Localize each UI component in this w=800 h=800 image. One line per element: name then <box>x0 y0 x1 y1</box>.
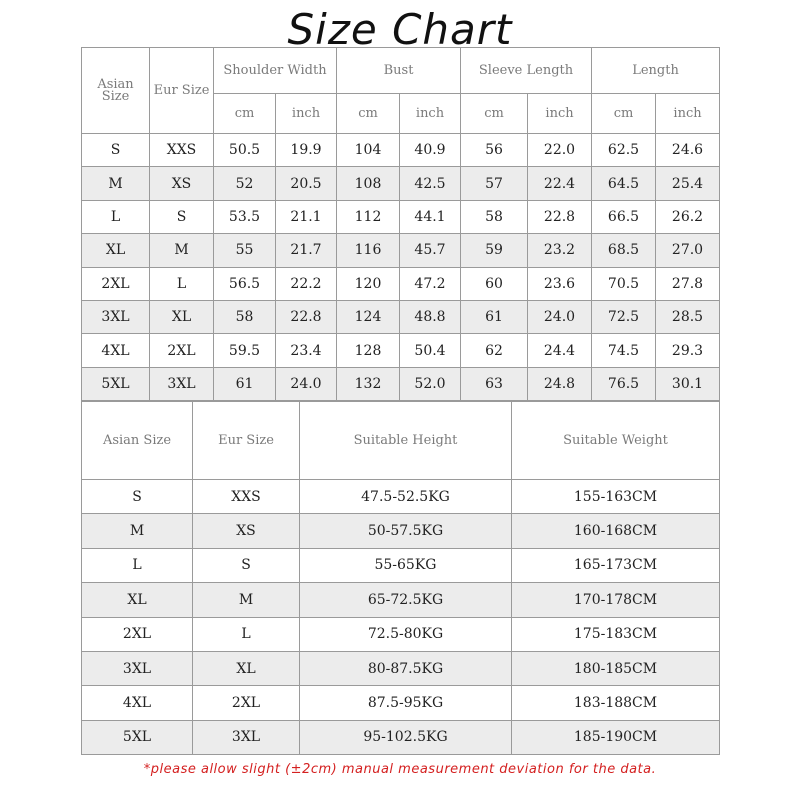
unit-header: cm <box>214 94 276 134</box>
unit-header: cm <box>337 94 400 134</box>
table-cell: 74.5 <box>592 334 656 367</box>
table-cell: 170-178CM <box>512 583 720 617</box>
table-cell: 112 <box>337 200 400 233</box>
table-row <box>82 686 720 720</box>
table-cell: 24.4 <box>528 334 592 367</box>
table-cell: 120 <box>337 267 400 300</box>
table-cell: 2XL <box>193 686 300 720</box>
table-cell: XS <box>150 167 214 200</box>
table-cell: 24.8 <box>528 367 592 400</box>
header-suitable-height: Suitable Height <box>300 402 512 480</box>
table-cell: 20.5 <box>276 167 337 200</box>
header-eur-size: Eur Size <box>150 48 214 134</box>
table-cell: 2XL <box>82 617 193 651</box>
measurement-table <box>81 47 720 401</box>
table-cell: 63 <box>461 367 528 400</box>
table-cell: 175-183CM <box>512 617 720 651</box>
table-cell: 95-102.5KG <box>300 720 512 754</box>
measurement-note: *please allow slight (±2cm) manual measurement deviation for the data. <box>143 762 657 777</box>
table-cell: M <box>150 234 214 267</box>
header-asian-size: Asian Size <box>82 48 150 134</box>
table-cell: 19.9 <box>276 134 337 167</box>
table-cell: 68.5 <box>592 234 656 267</box>
table-cell: M <box>82 514 193 548</box>
table-cell: 132 <box>337 367 400 400</box>
table-cell: 124 <box>337 300 400 333</box>
table-cell: 23.6 <box>528 267 592 300</box>
table-cell: 24.0 <box>276 367 337 400</box>
table-row <box>82 200 720 233</box>
table-cell: L <box>193 617 300 651</box>
table-cell: 128 <box>337 334 400 367</box>
table-cell: XL <box>82 583 193 617</box>
table-cell: M <box>82 167 150 200</box>
table-cell: 22.4 <box>528 167 592 200</box>
table-cell: 61 <box>214 367 276 400</box>
table-row <box>82 334 720 367</box>
table-cell: 23.2 <box>528 234 592 267</box>
table-cell: XL <box>82 234 150 267</box>
table-cell: 116 <box>337 234 400 267</box>
table-row <box>82 480 720 514</box>
table-cell: S <box>82 134 150 167</box>
table-cell: 28.5 <box>656 300 720 333</box>
table-cell: 21.7 <box>276 234 337 267</box>
table-cell: 50-57.5KG <box>300 514 512 548</box>
table-cell: 57 <box>461 167 528 200</box>
table-cell: XXS <box>150 134 214 167</box>
table-cell: 25.4 <box>656 167 720 200</box>
table-cell: 3XL <box>82 300 150 333</box>
table-cell: 50.4 <box>400 334 461 367</box>
table-cell: 70.5 <box>592 267 656 300</box>
table-cell: 55 <box>214 234 276 267</box>
table-row <box>82 267 720 300</box>
table-cell: 47.2 <box>400 267 461 300</box>
table-cell: 26.2 <box>656 200 720 233</box>
table-cell: 185-190CM <box>512 720 720 754</box>
fit-table <box>81 401 720 755</box>
table-cell: 76.5 <box>592 367 656 400</box>
table-cell: 155-163CM <box>512 480 720 514</box>
table-row <box>82 514 720 548</box>
table-cell: 29.3 <box>656 334 720 367</box>
unit-header: cm <box>461 94 528 134</box>
table-cell: 47.5-52.5KG <box>300 480 512 514</box>
table-cell: L <box>82 200 150 233</box>
unit-header: inch <box>400 94 461 134</box>
table-cell: 5XL <box>82 720 193 754</box>
header-shoulder-width: Shoulder Width <box>214 48 337 94</box>
table-cell: 23.4 <box>276 334 337 367</box>
table-cell: 58 <box>214 300 276 333</box>
table-cell: 80-87.5KG <box>300 651 512 685</box>
table-cell: 58 <box>461 200 528 233</box>
table-cell: 72.5-80KG <box>300 617 512 651</box>
table-cell: 27.8 <box>656 267 720 300</box>
table-cell: 27.0 <box>656 234 720 267</box>
table-cell: 52.0 <box>400 367 461 400</box>
table-cell: 52 <box>214 167 276 200</box>
table-cell: 65-72.5KG <box>300 583 512 617</box>
table-cell: 21.1 <box>276 200 337 233</box>
table-cell: 165-173CM <box>512 548 720 582</box>
table-cell: 61 <box>461 300 528 333</box>
table-row <box>82 617 720 651</box>
table-cell: 45.7 <box>400 234 461 267</box>
table-cell: 56.5 <box>214 267 276 300</box>
table-cell: 108 <box>337 167 400 200</box>
table-row <box>82 651 720 685</box>
table-cell: 66.5 <box>592 200 656 233</box>
table-cell: 4XL <box>82 686 193 720</box>
table-row <box>82 134 720 167</box>
table-cell: 50.5 <box>214 134 276 167</box>
table-cell: 72.5 <box>592 300 656 333</box>
table-cell: 104 <box>337 134 400 167</box>
table-cell: M <box>193 583 300 617</box>
table-cell: 87.5-95KG <box>300 686 512 720</box>
table-cell: 56 <box>461 134 528 167</box>
header-suitable-weight: Suitable Weight <box>512 402 720 480</box>
unit-header: inch <box>528 94 592 134</box>
table-cell: 180-185CM <box>512 651 720 685</box>
table-cell: 55-65KG <box>300 548 512 582</box>
table-cell: 24.0 <box>528 300 592 333</box>
table-cell: 44.1 <box>400 200 461 233</box>
table-cell: 22.8 <box>528 200 592 233</box>
table-row <box>82 720 720 754</box>
table-row <box>82 300 720 333</box>
header-bust: Bust <box>337 48 461 94</box>
unit-header: inch <box>656 94 720 134</box>
table-cell: XXS <box>193 480 300 514</box>
header-length: Length <box>592 48 720 94</box>
table-cell: 3XL <box>193 720 300 754</box>
table-cell: 2XL <box>150 334 214 367</box>
table-cell: 22.8 <box>276 300 337 333</box>
header-asian-size-2: Asian Size <box>82 402 193 480</box>
unit-header: cm <box>592 94 656 134</box>
table-cell: S <box>82 480 193 514</box>
table-cell: 5XL <box>82 367 150 400</box>
table-cell: XL <box>193 651 300 685</box>
table-row <box>82 167 720 200</box>
table-cell: 59 <box>461 234 528 267</box>
table-cell: 183-188CM <box>512 686 720 720</box>
header-eur-size-2: Eur Size <box>193 402 300 480</box>
table-row <box>82 548 720 582</box>
table-cell: XS <box>193 514 300 548</box>
table-cell: 4XL <box>82 334 150 367</box>
table-cell: 24.6 <box>656 134 720 167</box>
table-cell: 64.5 <box>592 167 656 200</box>
table-cell: L <box>150 267 214 300</box>
table-cell: 40.9 <box>400 134 461 167</box>
table-row <box>82 367 720 400</box>
table-row <box>82 234 720 267</box>
table-cell: 30.1 <box>656 367 720 400</box>
table-cell: L <box>82 548 193 582</box>
table-cell: 42.5 <box>400 167 461 200</box>
table-cell: 59.5 <box>214 334 276 367</box>
table-cell: S <box>150 200 214 233</box>
header-sleeve-length: Sleeve Length <box>461 48 592 94</box>
table-cell: 160-168CM <box>512 514 720 548</box>
table-cell: 62 <box>461 334 528 367</box>
table-cell: 3XL <box>82 651 193 685</box>
table-cell: 2XL <box>82 267 150 300</box>
table-cell: 62.5 <box>592 134 656 167</box>
table-cell: 60 <box>461 267 528 300</box>
table-cell: 53.5 <box>214 200 276 233</box>
table-cell: S <box>193 548 300 582</box>
table-cell: 48.8 <box>400 300 461 333</box>
unit-header: inch <box>276 94 337 134</box>
page-title: Size Chart <box>287 5 513 54</box>
table-cell: 22.2 <box>276 267 337 300</box>
table-cell: 22.0 <box>528 134 592 167</box>
table-cell: 3XL <box>150 367 214 400</box>
table-cell: XL <box>150 300 214 333</box>
table-row <box>82 583 720 617</box>
